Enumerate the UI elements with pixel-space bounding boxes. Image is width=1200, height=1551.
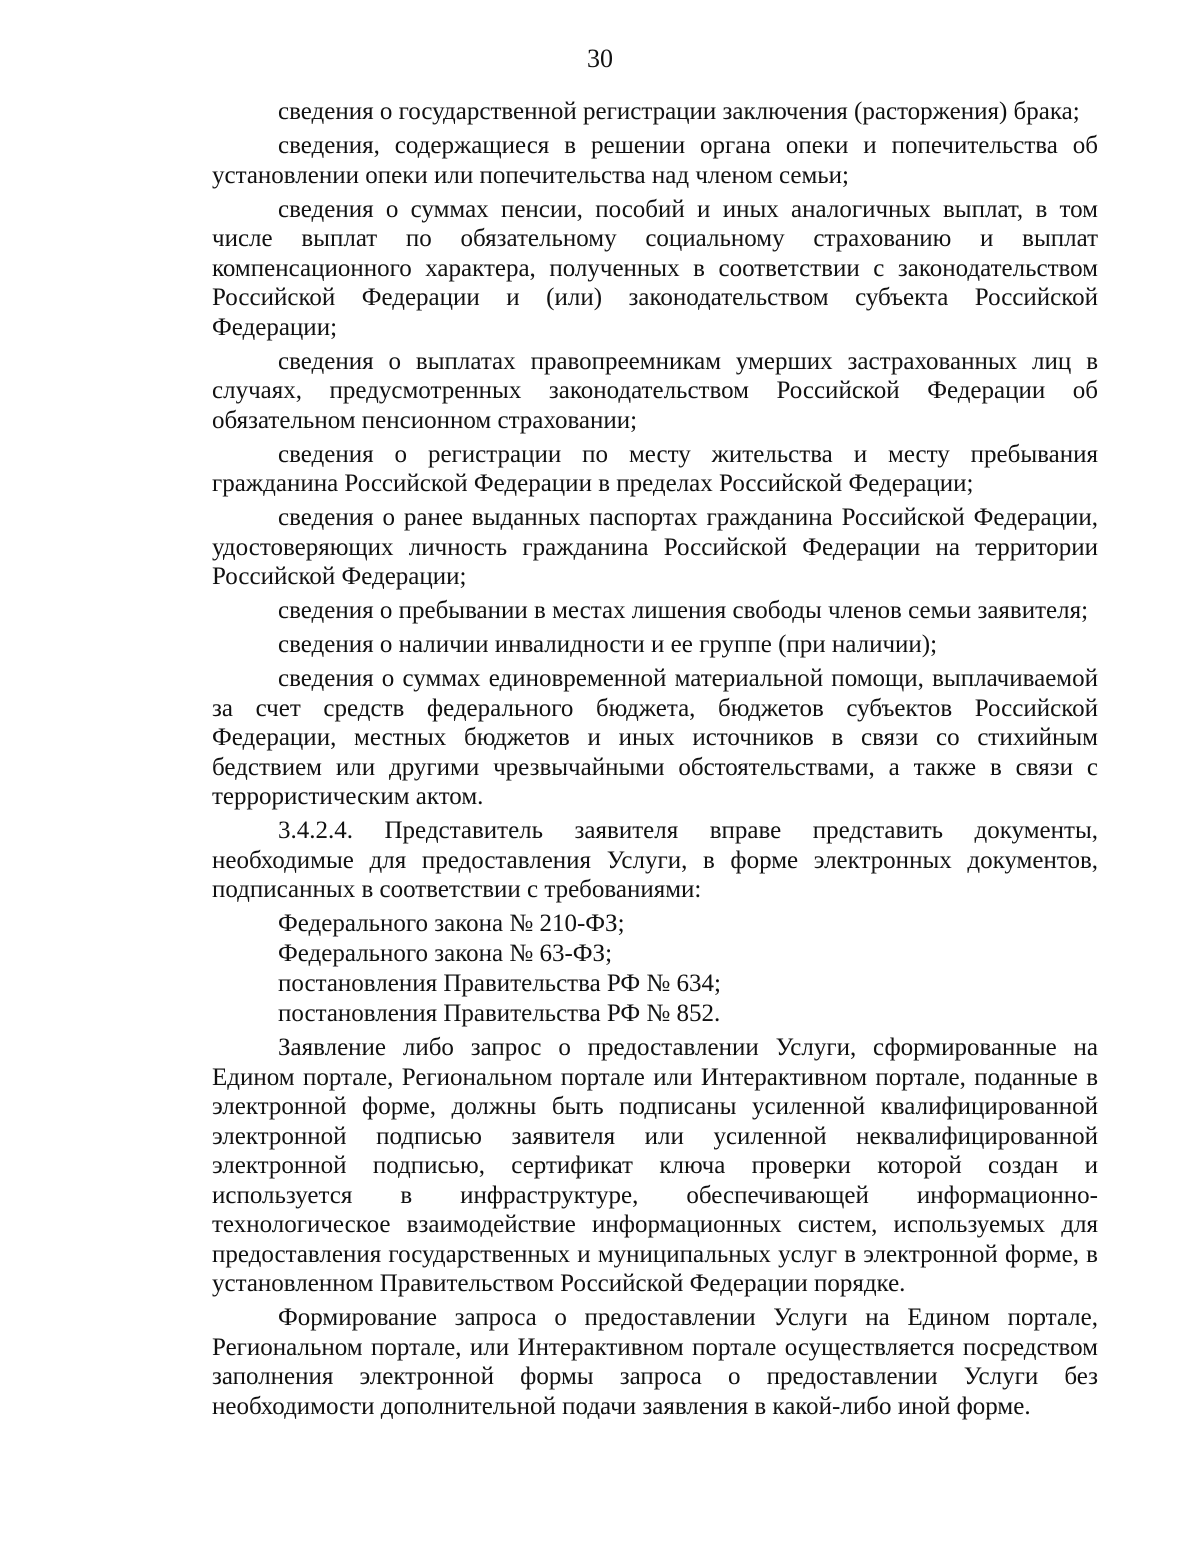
paragraph-disability: сведения о наличии инвалидности и ее группе (при наличии); <box>278 631 938 658</box>
paragraph-emergency-aid: сведения о суммах единовременной материальной помощи, выплачиваемой за счет средств федерального бюджета, бюджетов субъектов Российской Федерации, местных бюджетов и иных источников в связи со стихийным бедствием или другими чрезвычайными обстоятельствами, а также в связи с террористическим актом. <box>212 665 1098 810</box>
paragraph-marriage-registration: сведения о государственной регистрации заключения (расторжения) брака; <box>278 98 1080 125</box>
paragraph-electronic-signature: Заявление либо запрос о предоставлении Услуги, сформированные на Едином портале, Региональном портале или Интерактивном портале, поданные в электронной форме, должны быть подписаны усиленной квалифицированной электронной подписью заявителя или усиленной неквалифицированной электронной подписью, сертификат ключа проверки которой создан и используется в инфраструктуре, обеспечивающей информационно-технологическое взаимодействие информационных систем, используемых для предоставления государственных и муниципальных услуг в электронной форме, в установленном Правительством Российской Федерации порядке. <box>212 1034 1098 1297</box>
paragraph-request-formation: Формирование запроса о предоставлении Услуги на Едином портале, Региональном портале, или Интерактивном портале осуществляется посредством заполнения электронной формы запроса о предоставлении Услуги без необходимости дополнительной подачи заявления в какой-либо иной форме. <box>212 1304 1098 1420</box>
paragraph-guardianship: сведения, содержащиеся в решении органа опеки и попечительства об установлении опеки или попечительства над членом семьи; <box>212 132 1098 189</box>
list-item-law-210: Федерального закона № 210-ФЗ; <box>278 910 625 937</box>
page-number: 30 <box>587 44 613 73</box>
paragraph-residence-registration: сведения о регистрации по месту жительства и месту пребывания гражданина Российской Федерации в пределах Российской Федерации; <box>212 440 1098 497</box>
list-item-resolution-634: постановления Правительства РФ № 634; <box>278 970 721 997</box>
list-item-resolution-852: постановления Правительства РФ № 852. <box>278 1000 721 1027</box>
document-body <box>212 97 1098 1426</box>
paragraph-imprisonment: сведения о пребывании в местах лишения свободы членов семьи заявителя; <box>278 597 1089 624</box>
paragraph-successor-payments: сведения о выплатах правопреемникам умерших застрахованных лиц в случаях, предусмотренных законодательством Российской Федерации об обязательном пенсионном страховании; <box>212 347 1098 434</box>
paragraph-pension-amounts: сведения о суммах пенсии, пособий и иных аналогичных выплат, в том числе выплат по обязательному социальному страхованию и выплат компенсационного характера, полученных в соответствии с законодательством Российской Федерации и (или) законодательством субъекта Российской Федерации; <box>212 195 1098 341</box>
paragraph-section-3-4-2-4: 3.4.2.4. Представитель заявителя вправе представить документы, необходимые для предоставления Услуги, в форме электронных документов, подписанных в соответствии с требованиями: <box>212 817 1098 903</box>
list-item-law-63: Федерального закона № 63-ФЗ; <box>278 940 613 967</box>
paragraph-previous-passports: сведения о ранее выданных паспортах гражданина Российской Федерации, удостоверяющих личность гражданина Российской Федерации на территории Российской Федерации; <box>212 504 1098 590</box>
